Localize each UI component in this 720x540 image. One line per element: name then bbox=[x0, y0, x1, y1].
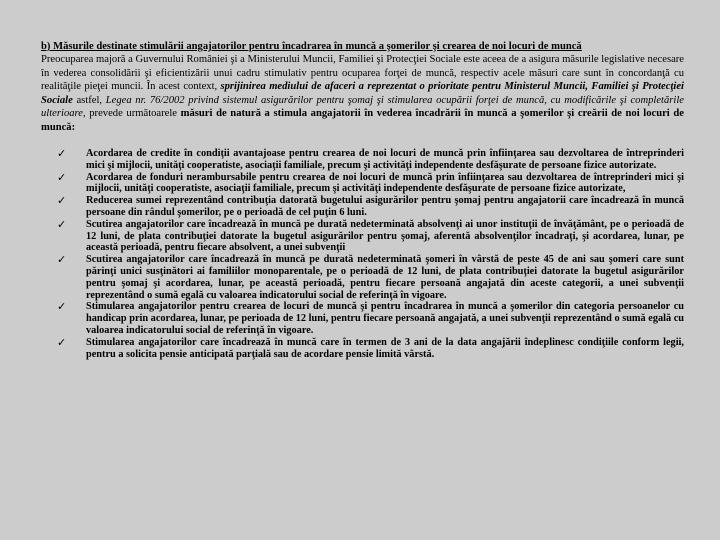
intro-paragraph bbox=[41, 53, 684, 134]
checkmark-icon: ✓ bbox=[57, 217, 67, 231]
measures-list bbox=[41, 148, 684, 360]
intro-text-1: Preocuparea majoră a Guvernului României şi a Ministerului Muncii, Familiei şi Protecţiei Sociale este aceea de a asigura măsurile legislative necesare în vederea consolidării şi eficientizării unui cadru stimulativ pentru ocuparea forţei de muncă, respectiv acele măsuri care sunt în concordanţă cu realităţile pieţei muncii. În acest context, bbox=[41, 54, 684, 92]
checkmark-icon: ✓ bbox=[57, 147, 67, 160]
intro-emphasis-measures: măsuri de natură a stimula angajatorii în vederea încadrării în muncă a şomerilor şi creării de noi locuri de muncă: bbox=[41, 108, 684, 133]
intro-text-3: prevede următoarele bbox=[85, 108, 181, 119]
checkmark-icon: ✓ bbox=[57, 335, 67, 349]
measure-text: Scutirea angajatorilor care încadrează în muncă pe durată nedeterminată absolvenţi ai unor instituţii de învăţământ, pe o perioadă de 12 luni, de plata contribuţiei datorate la bugetul asigurărilor pentru şomaj, aferentă absolvenţilor încadraţi, şi acordarea, lunar, pe această perioadă, pentru fiecare absolvent, a unei subvenţii bbox=[86, 218, 684, 254]
measure-text: Acordarea de credite în condiţii avantajoase pentru crearea de noi locuri de muncă prin înfiinţarea sau dezvoltarea de întreprinderi mici şi mijlocii, unităţi cooperatiste, asociaţii familiale, precum şi activităţi independente desfăşurate de persoane fizice autorizate. bbox=[86, 148, 684, 171]
measure-text: Stimularea angajatorilor care încadrează în muncă care în termen de 3 ani de la data angajării îndeplinesc condiţiile conform legii, pentru a solicita pensie anticipată parţială sau de acordare pensie limită vârstă. bbox=[86, 336, 684, 360]
list-item bbox=[41, 172, 684, 196]
measure-text: Stimularea angajatorilor pentru crearea de locuri de muncă şi pentru încadrarea în muncă a şomerilor din categoria persoanelor cu handicap prin acordarea, lunar, pe perioada de 12 luni, pentru fiecare persoană angajată, a unei subvenţii reprezentând o sumă egală cu valoarea indicatorului social de referinţă în vigoare. bbox=[86, 301, 684, 336]
intro-text-2: astfel, bbox=[72, 94, 106, 106]
list-item bbox=[41, 254, 684, 301]
section-heading: b) Măsurile destinate stimulării angajatorilor pentru încadrarea în muncă a şomerilor şi crearea de noi locuri de muncă bbox=[41, 41, 582, 52]
intro-law-reference: Legea nr. 76/2002 privind sistemul asigurărilor pentru şomaj şi stimularea ocupării forţei de muncă, cu modificările şi completările ulterioare, bbox=[41, 94, 684, 119]
list-item bbox=[41, 337, 684, 361]
checkmark-icon: ✓ bbox=[57, 300, 67, 314]
list-item bbox=[41, 195, 684, 219]
list-item bbox=[41, 301, 684, 336]
list-item bbox=[41, 148, 684, 172]
intro-emphasis-priority: sprijinirea mediului de afaceri a reprezentat o prioritate pentru Ministerul Muncii, Familiei şi Protecţiei Sociale bbox=[41, 81, 684, 106]
list-item bbox=[41, 219, 684, 254]
checkmark-icon: ✓ bbox=[57, 170, 67, 184]
measure-text: Scutirea angajatorilor care încadrează în muncă pe durată nedeterminată şomeri în vârstă de peste 45 de ani sau şomeri care sunt părinţi unici susţinători ai familiilor monoparentale, pe o perioadă de 12 luni, de plata contribuţiei datorate la bugetul asigurărilor pentru şomaj şi acordarea, lunar, pe această perioadă, pentru fiecare persoană angajată din aceste categorii, a unei subvenţii reprezentând o sumă egală cu valoarea indicatorului social de referinţă în vigoare. bbox=[86, 254, 684, 301]
measure-text: Acordarea de fonduri nerambursabile pentru crearea de noi locuri de muncă prin înfiinţarea sau dezvoltarea de întreprinderi mici şi mijlocii, unităţi cooperatiste, asociaţii familiale, precum şi activităţi independente desfăşurate de persoane fizice autorizate, bbox=[86, 171, 684, 195]
measure-text: Reducerea sumei reprezentând contribuţia datorată bugetului asigurărilor pentru şomaj pentru angajatorii care încadrează în muncă persoane din rândul şomerilor, pe o perioadă de cel puţin 6 luni. bbox=[86, 195, 684, 218]
checkmark-icon: ✓ bbox=[57, 253, 67, 267]
checkmark-icon: ✓ bbox=[57, 194, 67, 208]
